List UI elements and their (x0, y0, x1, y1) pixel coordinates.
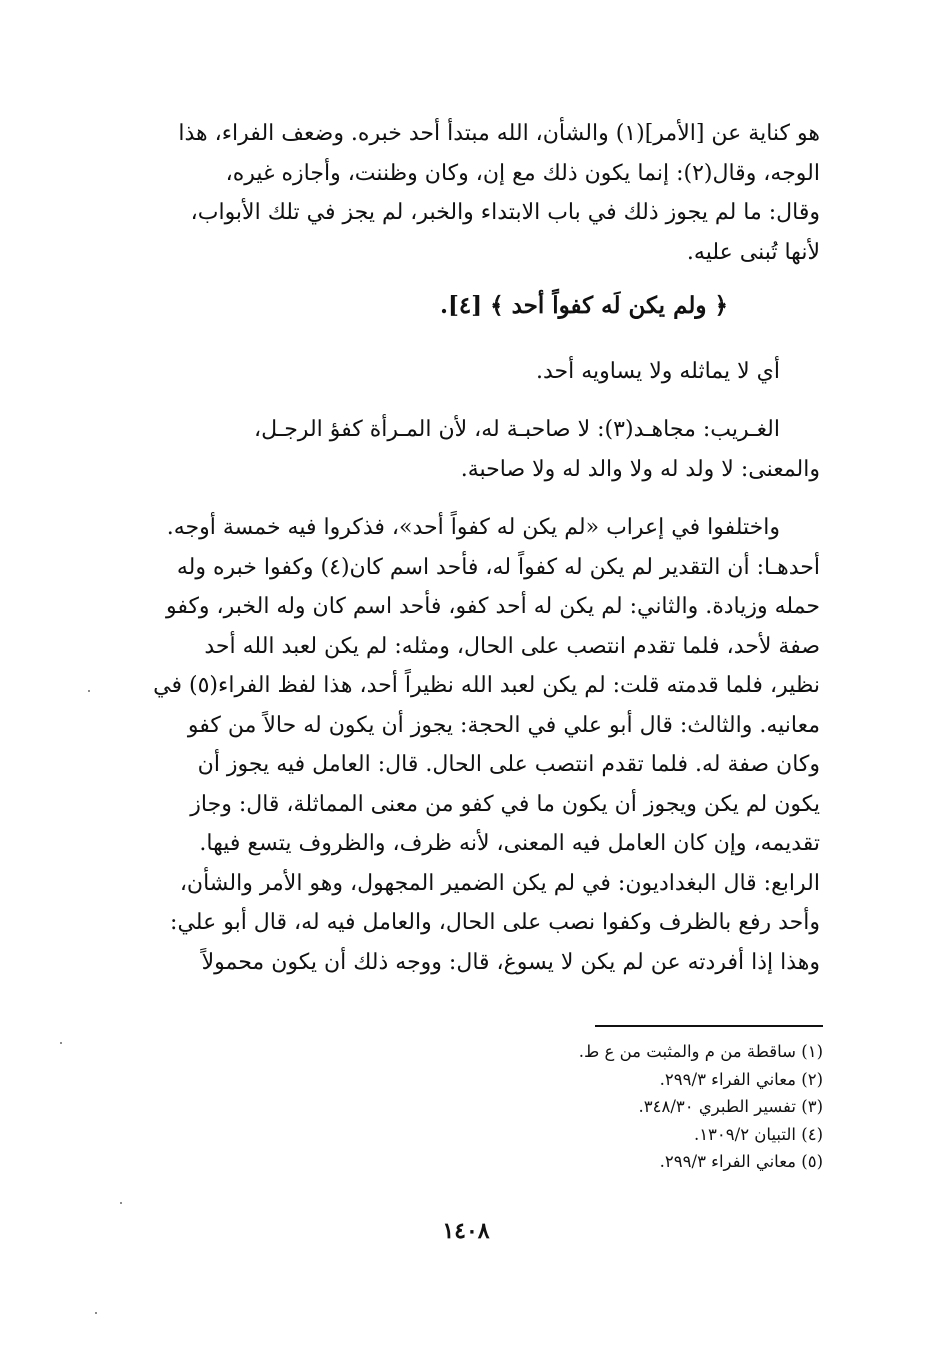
text-line: وقال: ما لم يجوز ذلك في باب الابتداء والخبر، لم يجز في تلك الأبواب، (190, 200, 820, 225)
paragraph-meaning (108, 352, 820, 392)
text-line: لأنها تُبنى عليه. (686, 239, 820, 265)
text-line: نظير، فلما قدمته قلت: لم يكن لعبد الله نظيراً أحد، هذا لفظ الفراء(٥) في (153, 673, 820, 698)
scan-speck (95, 1312, 97, 1314)
text-line: حمله وزيادة. والثاني: لم يكن له أحد كفو، فأحد اسم كان وله الخبر، وكفو (165, 594, 820, 619)
text-line: الرابع: قال البغداديون: في لم يكن الضمير المجهول، وهو الأمر والشأن، (179, 870, 820, 896)
footnote-item: (١) ساقطة من م والمثبت من ع ط. (578, 1042, 823, 1061)
footnote-item: (٤) التبيان ١٣٠٩/٢. (693, 1124, 823, 1144)
text-line: تقديمه، وإن كان العامل فيه المعنى، لأنه ظرف، والظروف يتسع فيها. (199, 831, 820, 856)
page-number: ١٤٠٨ (442, 1218, 490, 1244)
text-line: الوجه، وقال(٢): إنما يكون ذلك مع إن، وكان وظننت، وأجازه غيره، (225, 160, 820, 186)
paragraph-gharib (108, 410, 820, 489)
text-line: والمعنى: لا ولد له ولا والد له ولا صاحبة. (460, 456, 820, 482)
text-line: يكون لم يكن ويجوز أن يكون ما في كفو من معنى المماثلة، قال: وجاز (190, 791, 820, 817)
text-line: معانيه. والثالث: قال أبو علي في الحجة: يجوز أن يكون له حالاً من كفو (187, 712, 820, 738)
text-line: وكان صفة له. فلما تقدم انتصب على الحال. قال: العامل فيه يجوز أن (197, 752, 820, 777)
text-line: الغـريب: مجاهـد(٣): لا صاحبـة له، لأن المـرأة كفؤ الرجـل، (254, 417, 780, 442)
scan-speck (88, 690, 90, 692)
footnote-item: (٣) تفسير الطبري ٣٤٨/٣٠. (638, 1097, 823, 1116)
footnote-item: (٢) معاني الفراء ٢٩٩/٣. (659, 1069, 823, 1089)
quranic-verse-heading: ﴿ ولم يكن لَه كفواً أحد ﴾ [٤]. (439, 292, 728, 319)
footnote-item: (٥) معاني الفراء ٢٩٩/٣. (659, 1152, 823, 1171)
text-line: وأحد رفع بالظرف وكفوا نصب على الحال، والعامل فيه له، قال أبو علي: (170, 910, 820, 935)
paragraph-continuation (108, 114, 820, 272)
text-line: واختلفوا في إعراب «لم يكن له كفواً أحد»، فذكروا فيه خمسة أوجه. (166, 515, 780, 540)
text-line: أحدهـا: أن التقدير لم يكن له كفواً له، فأحد اسم كان(٤) وكفوا خبره وله (176, 554, 820, 580)
footnote-divider (595, 1025, 823, 1027)
text-line: وهذا إذا أفردته عن لم يكن لا يسوغ، قال: ووجه ذلك أن يكون محمولاً (201, 949, 820, 975)
scan-speck (60, 1042, 62, 1044)
footnotes (420, 1038, 823, 1176)
text-line: أي لا يماثله ولا يساويه أحد. (535, 359, 780, 384)
scan-speck (120, 1202, 122, 1204)
paragraph-irab (108, 508, 820, 982)
text-line: هو كناية عن [الأمر](١) والشأن، الله مبتدأ أحد خبره. وضعف الفراء، هذا (178, 121, 820, 146)
text-line: صفة لأحد، فلما تقدم انتصب على الحال، ومثله: لم يكن لعبد الله أحد (204, 633, 820, 659)
